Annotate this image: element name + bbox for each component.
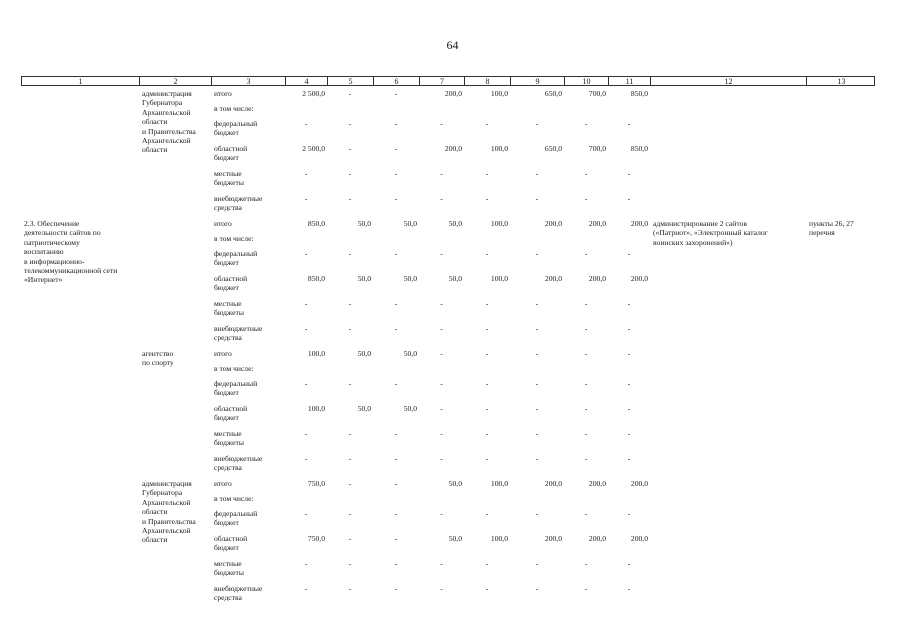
table-cell: - bbox=[584, 584, 588, 593]
table-cell: - bbox=[348, 559, 352, 568]
table-cell: - bbox=[440, 249, 443, 258]
table-cell: 650,0 bbox=[544, 144, 562, 153]
table-cell: - bbox=[535, 509, 539, 518]
funding-source-label: в том числе: bbox=[214, 494, 254, 503]
table-cell: - bbox=[440, 584, 443, 593]
table-cell: 200,0 bbox=[444, 89, 462, 98]
table-cell: 50,0 bbox=[357, 274, 371, 283]
table-cell: - bbox=[535, 119, 539, 128]
table-cell: - bbox=[348, 299, 352, 308]
funding-source-label: местные бюджеты bbox=[214, 299, 244, 318]
table-cell: 50,0 bbox=[403, 404, 417, 413]
table-cell: - bbox=[535, 379, 539, 388]
table-cell: - bbox=[440, 429, 443, 438]
funding-source-label: местные бюджеты bbox=[214, 169, 244, 188]
table-cell: - bbox=[394, 144, 398, 153]
table-cell: - bbox=[440, 169, 443, 178]
table-cell: 50,0 bbox=[448, 219, 462, 228]
table-cell: - bbox=[535, 429, 539, 438]
executor-name: агентство по спорту bbox=[142, 349, 174, 368]
table-cell: 850,0 bbox=[630, 144, 648, 153]
table-cell: - bbox=[485, 379, 489, 388]
table-cell: - bbox=[304, 299, 308, 308]
table-cell: 200,0 bbox=[544, 219, 562, 228]
table-cell: 200,0 bbox=[444, 144, 462, 153]
funding-source-label: областной бюджет bbox=[214, 534, 248, 553]
table-cell: - bbox=[485, 429, 489, 438]
table-cell: - bbox=[304, 169, 308, 178]
funding-source-label: итого bbox=[214, 479, 232, 488]
result-description: администрирование 2 сайтов («Патриот», «Электронный каталог воинских захоронений») bbox=[653, 219, 768, 247]
table-cell: - bbox=[584, 194, 588, 203]
funding-source-label: федеральный бюджет bbox=[214, 249, 258, 268]
table-cell: - bbox=[440, 349, 443, 358]
table-cell: 200,0 bbox=[630, 219, 648, 228]
table-cell: - bbox=[584, 249, 588, 258]
table-cell: 200,0 bbox=[630, 534, 648, 543]
table-cell: - bbox=[627, 119, 631, 128]
table-cell: 200,0 bbox=[544, 479, 562, 488]
funding-source-label: областной бюджет bbox=[214, 404, 248, 423]
table-cell: - bbox=[394, 119, 398, 128]
table-cell: - bbox=[485, 119, 489, 128]
table-cell: 200,0 bbox=[588, 219, 606, 228]
table-cell: - bbox=[485, 169, 489, 178]
table-cell: - bbox=[584, 349, 588, 358]
table-cell: - bbox=[485, 559, 489, 568]
column-header-5: 5 bbox=[328, 77, 374, 85]
table-cell: - bbox=[627, 559, 631, 568]
table-cell: - bbox=[348, 429, 352, 438]
table-cell: 200,0 bbox=[544, 534, 562, 543]
column-header-12: 12 bbox=[651, 77, 807, 85]
table-cell: - bbox=[440, 194, 443, 203]
table-cell: - bbox=[627, 429, 631, 438]
table-cell: - bbox=[627, 509, 631, 518]
table-cell: - bbox=[485, 349, 489, 358]
table-cell: - bbox=[348, 169, 352, 178]
table-cell: - bbox=[394, 249, 398, 258]
funding-source-label: федеральный бюджет bbox=[214, 509, 258, 528]
table-cell: 200,0 bbox=[588, 534, 606, 543]
table-cell: - bbox=[485, 454, 489, 463]
table-cell: - bbox=[440, 559, 443, 568]
table-cell: - bbox=[304, 249, 308, 258]
table-cell: - bbox=[394, 299, 398, 308]
table-cell: - bbox=[394, 194, 398, 203]
funding-source-label: местные бюджеты bbox=[214, 429, 244, 448]
funding-source-label: внебюджетные средства bbox=[214, 194, 263, 213]
table-cell: - bbox=[485, 299, 489, 308]
table-cell: 100,0 bbox=[490, 219, 508, 228]
table-cell: - bbox=[584, 509, 588, 518]
table-cell: 850,0 bbox=[307, 219, 325, 228]
column-header-9: 9 bbox=[511, 77, 565, 85]
table-cell: 100,0 bbox=[490, 144, 508, 153]
table-cell: - bbox=[440, 324, 443, 333]
table-cell: - bbox=[348, 194, 352, 203]
table-cell: 200,0 bbox=[588, 274, 606, 283]
table-cell: 850,0 bbox=[307, 274, 325, 283]
executor-name: администрация Губернатора Архангельской области и Правительства Архангельской области bbox=[142, 89, 196, 155]
table-cell: - bbox=[627, 349, 631, 358]
table-cell: - bbox=[440, 454, 443, 463]
table-cell: - bbox=[348, 454, 352, 463]
table-cell: - bbox=[440, 404, 443, 413]
table-cell: - bbox=[348, 324, 352, 333]
table-cell: - bbox=[348, 534, 352, 543]
table-cell: - bbox=[348, 249, 352, 258]
table-cell: - bbox=[627, 169, 631, 178]
table-cell: - bbox=[348, 584, 352, 593]
table-cell: 200,0 bbox=[630, 479, 648, 488]
funding-source-label: в том числе: bbox=[214, 234, 254, 243]
table-cell: - bbox=[348, 119, 352, 128]
table-cell: - bbox=[584, 559, 588, 568]
table-cell: - bbox=[394, 169, 398, 178]
table-cell: - bbox=[584, 169, 588, 178]
table-cell: - bbox=[535, 324, 539, 333]
table-cell: 50,0 bbox=[357, 219, 371, 228]
table-cell: - bbox=[304, 119, 308, 128]
column-header-7: 7 bbox=[420, 77, 465, 85]
table-cell: - bbox=[535, 299, 539, 308]
table-cell: 700,0 bbox=[588, 89, 606, 98]
table-cell: - bbox=[627, 324, 631, 333]
table-cell: 200,0 bbox=[630, 274, 648, 283]
table-cell: - bbox=[535, 249, 539, 258]
table-cell: - bbox=[348, 89, 352, 98]
table-cell: 50,0 bbox=[403, 274, 417, 283]
table-cell: - bbox=[485, 194, 489, 203]
table-cell: - bbox=[394, 509, 398, 518]
funding-source-label: итого bbox=[214, 349, 232, 358]
table-cell: - bbox=[535, 404, 539, 413]
table-cell: - bbox=[627, 299, 631, 308]
table-cell: - bbox=[394, 89, 398, 98]
table-cell: - bbox=[394, 454, 398, 463]
table-cell: - bbox=[304, 429, 308, 438]
table-cell: - bbox=[485, 584, 489, 593]
table-cell: - bbox=[394, 429, 398, 438]
table-cell: 50,0 bbox=[403, 349, 417, 358]
table-cell: - bbox=[584, 299, 588, 308]
table-header-row bbox=[21, 76, 875, 86]
table-cell: - bbox=[485, 509, 489, 518]
table-cell: 200,0 bbox=[544, 274, 562, 283]
table-cell: 700,0 bbox=[588, 144, 606, 153]
table-cell: - bbox=[627, 194, 631, 203]
table-cell: 100,0 bbox=[490, 89, 508, 98]
page-number: 64 bbox=[446, 38, 459, 52]
funding-source-label: местные бюджеты bbox=[214, 559, 244, 578]
table-cell: - bbox=[348, 479, 352, 488]
table-cell: - bbox=[348, 509, 352, 518]
column-header-13: 13 bbox=[837, 77, 846, 86]
table-cell: 50,0 bbox=[448, 534, 462, 543]
column-header-3: 3 bbox=[212, 77, 286, 85]
table-cell: - bbox=[485, 324, 489, 333]
funding-source-label: в том числе: bbox=[214, 364, 254, 373]
table-cell: 650,0 bbox=[544, 89, 562, 98]
table-cell: 50,0 bbox=[448, 274, 462, 283]
column-header-10: 10 bbox=[565, 77, 609, 85]
table-cell: 2 500,0 bbox=[302, 89, 325, 98]
table-cell: - bbox=[304, 324, 308, 333]
table-cell: - bbox=[304, 584, 308, 593]
executor-name: администрация Губернатора Архангельской области и Правительства Архангельской области bbox=[142, 479, 196, 545]
funding-source-label: областной бюджет bbox=[214, 274, 248, 293]
table-cell: - bbox=[304, 194, 308, 203]
table-cell: - bbox=[535, 194, 539, 203]
funding-source-label: итого bbox=[214, 219, 232, 228]
table-cell: 850,0 bbox=[630, 89, 648, 98]
funding-source-label: федеральный бюджет bbox=[214, 379, 258, 398]
table-cell: - bbox=[440, 379, 443, 388]
table-cell: 100,0 bbox=[307, 404, 325, 413]
column-header-4: 4 bbox=[286, 77, 328, 85]
table-cell: - bbox=[584, 379, 588, 388]
table-cell: 50,0 bbox=[357, 404, 371, 413]
column-header-6: 6 bbox=[374, 77, 420, 85]
table-cell: - bbox=[535, 454, 539, 463]
column-header-1: 1 bbox=[22, 77, 140, 85]
table-cell: - bbox=[394, 584, 398, 593]
table-cell: 100,0 bbox=[307, 349, 325, 358]
column-header-8: 8 bbox=[465, 77, 511, 85]
table-cell: - bbox=[348, 379, 352, 388]
table-cell: 750,0 bbox=[307, 534, 325, 543]
funding-source-label: внебюджетные средства bbox=[214, 324, 263, 343]
table-cell: 50,0 bbox=[448, 479, 462, 488]
activity-name: 2.3. Обеспечение деятельности сайтов по патриотическому воспитанию в информационно- телекоммуникационной сети «Интернет» bbox=[24, 219, 118, 285]
column-header-11: 11 bbox=[609, 77, 651, 85]
table-cell: - bbox=[394, 379, 398, 388]
table-cell: - bbox=[535, 349, 539, 358]
table-cell: 50,0 bbox=[357, 349, 371, 358]
table-cell: - bbox=[627, 584, 631, 593]
table-cell: - bbox=[394, 534, 398, 543]
table-cell: - bbox=[304, 509, 308, 518]
table-cell: 50,0 bbox=[403, 219, 417, 228]
table-cell: 100,0 bbox=[490, 479, 508, 488]
table-cell: - bbox=[627, 454, 631, 463]
table-cell: - bbox=[440, 509, 443, 518]
table-cell: - bbox=[485, 404, 489, 413]
table-cell: 2 500,0 bbox=[302, 144, 325, 153]
funding-source-label: областной бюджет bbox=[214, 144, 248, 163]
table-cell: - bbox=[535, 559, 539, 568]
funding-source-label: федеральный бюджет bbox=[214, 119, 258, 138]
table-cell: - bbox=[535, 169, 539, 178]
table-cell: - bbox=[584, 429, 588, 438]
reference-note: пункты 26, 27 перечня bbox=[809, 219, 854, 238]
table-cell: - bbox=[394, 324, 398, 333]
funding-source-label: итого bbox=[214, 89, 232, 98]
funding-source-label: внебюджетные средства bbox=[214, 584, 263, 603]
table-cell: - bbox=[535, 584, 539, 593]
table-cell: - bbox=[627, 379, 631, 388]
funding-source-label: внебюджетные средства bbox=[214, 454, 263, 473]
table-cell: 750,0 bbox=[307, 479, 325, 488]
table-cell: - bbox=[304, 454, 308, 463]
table-cell: - bbox=[627, 404, 631, 413]
column-header-2: 2 bbox=[140, 77, 212, 85]
funding-source-label: в том числе: bbox=[214, 104, 254, 113]
table-cell: 100,0 bbox=[490, 534, 508, 543]
table-cell: - bbox=[394, 479, 398, 488]
table-cell: - bbox=[394, 559, 398, 568]
table-cell: - bbox=[485, 249, 489, 258]
table-cell: - bbox=[584, 454, 588, 463]
table-cell: - bbox=[584, 324, 588, 333]
table-cell: - bbox=[584, 404, 588, 413]
table-cell: - bbox=[304, 379, 308, 388]
table-cell: - bbox=[304, 559, 308, 568]
table-cell: - bbox=[627, 249, 631, 258]
table-cell: - bbox=[440, 299, 443, 308]
table-cell: 200,0 bbox=[588, 479, 606, 488]
table-cell: 100,0 bbox=[490, 274, 508, 283]
table-cell: - bbox=[584, 119, 588, 128]
table-cell: - bbox=[440, 119, 443, 128]
table-cell: - bbox=[348, 144, 352, 153]
